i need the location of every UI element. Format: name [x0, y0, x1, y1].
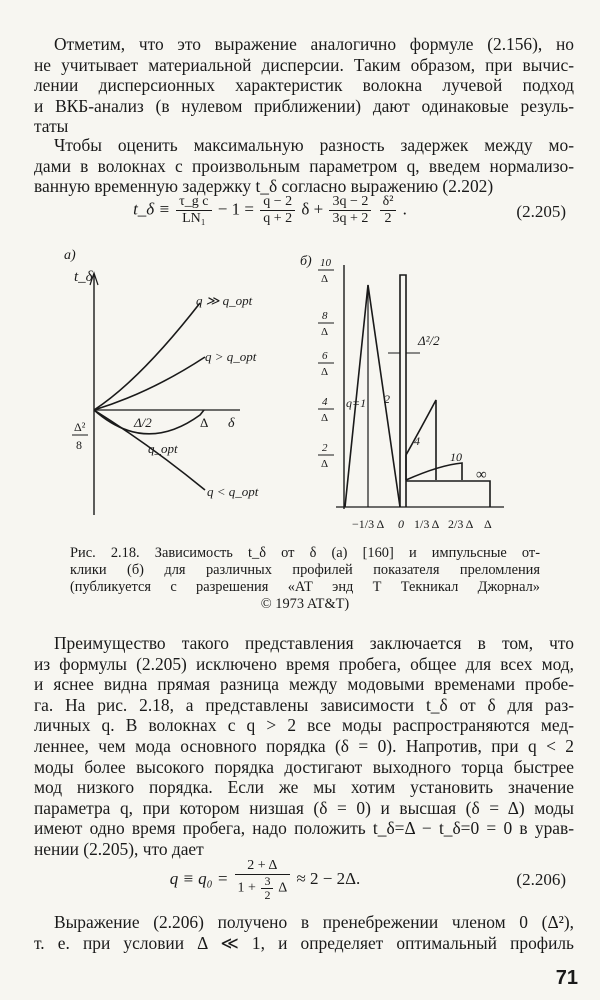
delta-half-label: Δ/2 — [134, 415, 152, 430]
text-line: мод низкого порядка. Если же мы хотим установить значение — [34, 777, 574, 798]
panel-a-label: а) — [64, 248, 76, 263]
svg-text:6: 6 — [322, 350, 328, 362]
text-line: Преимущество такого представления заключается в том, что — [54, 633, 574, 653]
paragraph-3 — [34, 633, 574, 860]
panel-b-label: б) — [300, 254, 312, 269]
eq-term: δ + — [301, 199, 324, 219]
delta-label: Δ — [200, 415, 209, 430]
x-tick: 1/3 Δ — [414, 517, 440, 531]
text-line: параметра q, при котором низшая (δ = 0) и высшая (δ = Δ) моды — [34, 797, 574, 818]
y-tick-10 — [318, 257, 334, 285]
y-tick-8 — [318, 310, 334, 338]
caption-line: Рис. 2.18. Зависимость t_δ от δ (а) [160] и импульсные от- — [70, 545, 540, 561]
svg-text:4: 4 — [322, 396, 328, 408]
text-line: Чтобы оценить максимальную разность задержек между мо- — [54, 135, 574, 155]
x-tick: 0 — [398, 517, 404, 531]
pulse-label: 4 — [414, 434, 420, 448]
eq-fraction: $\frac{3q - 2}{3q + 2}$ — [329, 194, 371, 227]
pulse-label: q=1 — [346, 396, 367, 410]
y-tick-den: 8 — [76, 438, 82, 452]
text-line: и ВКБ-анализ (в нулевом приближении) дают одинаковые резуль- — [34, 95, 574, 116]
eq-fraction: 2 + Δ 1 + $\frac{3}{2}$ Δ — [235, 858, 291, 902]
pulse-infinity — [406, 481, 490, 507]
panel-a — [64, 248, 259, 515]
equation-2-206 — [0, 858, 600, 902]
svg-text:Δ: Δ — [321, 273, 329, 285]
y-axis-label: t_δ — [74, 269, 93, 285]
text-line: не учитывает материальной дисперсии. Таким образом, при вычис- — [34, 54, 574, 75]
paragraph-2 — [34, 135, 574, 197]
eq-term: . — [402, 199, 407, 219]
curve-label: q ≫ q_opt — [196, 293, 253, 308]
svg-text:10: 10 — [320, 257, 331, 269]
text-line: Отметим, что это выражение аналогично формуле (2.156), но — [54, 34, 574, 54]
page-number: 71 — [555, 967, 578, 989]
pulse-label: 2 — [384, 392, 390, 406]
text-line: Выражение (2.206) получено в пренебрежении членом 0 (Δ²), — [54, 912, 574, 932]
eq-fraction: $\frac{\text{δ²}}{2}$ — [380, 194, 397, 227]
eq-fraction: $\frac{\text{τ\_g c}}{\text{LN₁}}$ — [176, 194, 211, 227]
curve-label: q_opt — [148, 441, 178, 456]
equation-2-205 — [0, 194, 600, 227]
y-tick-2 — [318, 442, 334, 470]
y-tick-num: Δ² — [74, 420, 86, 434]
panel-b — [300, 254, 504, 531]
eq-rhs: ≈ 2 − 2Δ. — [296, 868, 361, 888]
svg-text:8: 8 — [322, 310, 328, 322]
eq-lhs: t_δ ≡ — [133, 199, 170, 219]
text-line: имеют одно время пробега, надо положить t_δ=Δ − t_δ=0 = 0 в урав- — [34, 818, 574, 839]
caption-line: (публикуется с разрешения «АТ энд Т Текникал Джорнал» — [70, 579, 540, 595]
curve-label: q > q_opt — [205, 349, 257, 364]
y-tick-6 — [318, 350, 334, 378]
svg-text:Δ: Δ — [321, 326, 329, 338]
text-line: лении дисперсионных характеристик волокна лучевой подход — [34, 75, 574, 96]
paragraph-1 — [34, 34, 574, 137]
text-line: т. е. при условии Δ ≪ 1, и определяет оптимальный профиль — [34, 932, 574, 953]
text-line: леннее, чем мода основного порядка (δ = 0). Напротив, при q < 2 — [34, 735, 574, 756]
svg-text:Δ: Δ — [321, 366, 329, 378]
pulse-label: 10 — [450, 450, 462, 464]
figure-2-18 — [0, 245, 600, 545]
svg-text:Δ: Δ — [321, 458, 329, 470]
pulse-q2 — [400, 275, 406, 507]
text-line: нении (2.205), что дает — [34, 838, 204, 859]
curve-q-greater — [94, 357, 205, 410]
x-tick: 2/3 Δ — [448, 517, 474, 531]
equation-number: (2.206) — [516, 870, 566, 889]
x-axis-label: δ — [228, 416, 235, 431]
text-line: ванную временную задержку t_δ согласно выражению (2.202) — [34, 176, 494, 197]
y-tick-4 — [318, 396, 334, 424]
caption-line: клики (б) для различных профилей показателя преломления — [70, 562, 540, 578]
text-line: таты — [34, 116, 69, 137]
figure-caption — [70, 545, 540, 613]
eq-lhs: q ≡ q₀ = — [169, 868, 229, 888]
paragraph-4 — [34, 912, 574, 953]
text-line: га. На рис. 2.18, а представлены зависимости t_δ от δ для раз- — [34, 694, 574, 715]
curve-label: q < q_opt — [207, 484, 259, 499]
equation-number: (2.205) — [516, 202, 566, 221]
pulse-q10 — [406, 463, 462, 480]
text-line: моды более высокого порядка достигают выходного торца быстрее — [34, 756, 574, 777]
text-line: личных q. В волокнах с q > 2 все моды распространяются мед- — [34, 715, 574, 736]
svg-text:Δ: Δ — [321, 412, 329, 424]
curve-q-much-greater — [94, 303, 200, 410]
caption-line: © 1973 AT&T) — [260, 596, 350, 612]
pulse-q4 — [406, 400, 436, 480]
text-line: дами в волокнах с произвольным параметром q, введем нормализо- — [34, 155, 574, 176]
x-tick: −1/3 Δ — [352, 517, 385, 531]
text-line: и яснее видна прямая разница между модовыми временами пробе- — [34, 674, 574, 695]
eq-fraction: $\frac{q - 2}{q + 2}$ — [260, 194, 295, 227]
x-tick: Δ — [484, 517, 492, 531]
width-label: Δ²/2 — [418, 333, 440, 348]
eq-term: − 1 = — [217, 199, 254, 219]
svg-text:2: 2 — [322, 442, 328, 454]
text-line: из формулы (2.205) исключено время пробега, общее для всех мод, — [34, 653, 574, 674]
pulse-label: ∞ — [476, 467, 487, 483]
